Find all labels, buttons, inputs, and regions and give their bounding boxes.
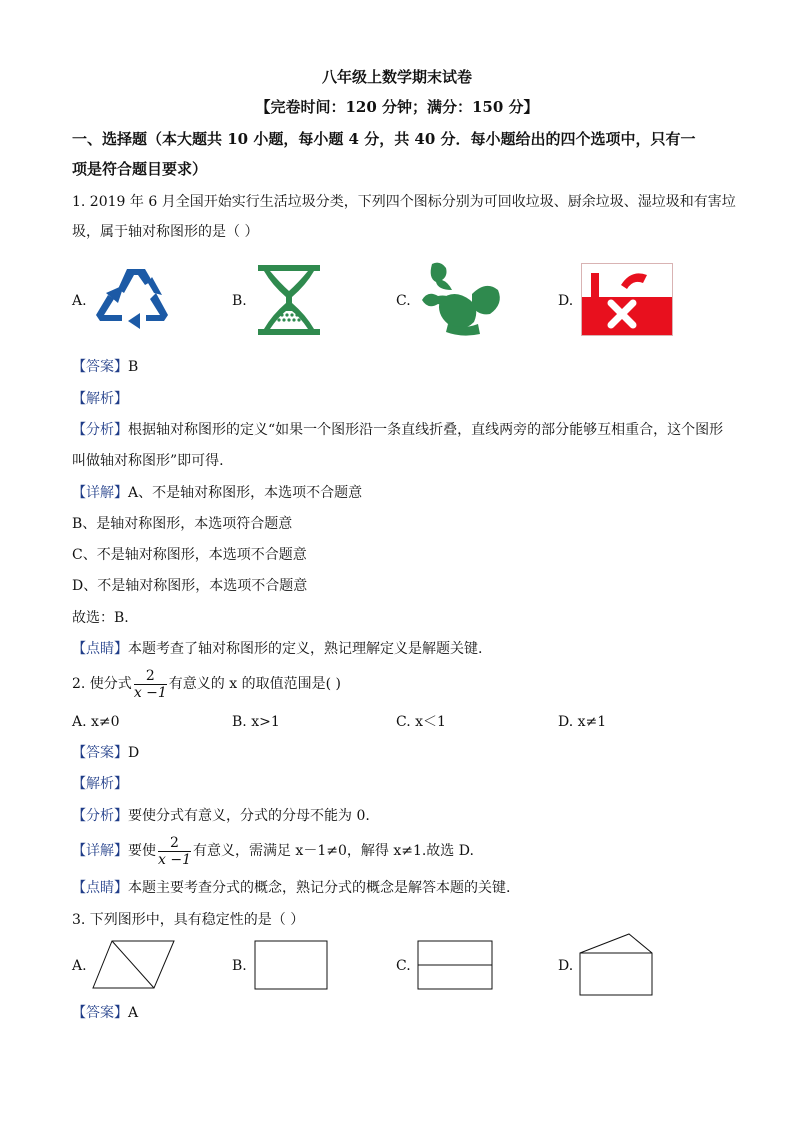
q2-dianjing-text: 本题主要考查分式的概念，熟记分式的概念是解答本题的关键. — [128, 880, 511, 896]
section-heading-line1: 一、选择题（本大题共 10 小题，每小题 4 分，共 40 分．每小题给出的四个选项中，只有一 — [72, 130, 696, 148]
q2-dianjing — [72, 879, 510, 897]
q2-answer — [72, 744, 139, 762]
hazardous-waste-icon — [581, 263, 673, 336]
q2-fraction-numerator: 2 — [134, 668, 167, 685]
q1-option-a-label: A. — [72, 293, 87, 309]
q2-detail — [72, 833, 474, 869]
q1-option-d-label: D. — [558, 293, 574, 309]
q2-fenxi-text: 要使分式有意义，分式的分母不能为 0. — [128, 808, 370, 824]
q3-answer-value: A — [128, 1005, 139, 1021]
q2-detail-pre: 要使 — [128, 843, 156, 859]
q2-detail-fraction-denominator: x −1 — [158, 851, 191, 868]
q2-detail-fraction-numerator: 2 — [158, 835, 191, 852]
kitchen-waste-icon — [256, 263, 322, 337]
q3-answer — [72, 1004, 138, 1022]
q2-option-a: A. x≠0 — [72, 714, 120, 730]
q2-analysis-tag: 【解析】 — [72, 776, 128, 792]
house-shape-figure — [579, 933, 653, 997]
q2-fraction-denominator: x −1 — [133, 684, 167, 701]
q1-detail-b: B、是轴对称图形，本选项符合题意 — [72, 516, 293, 532]
wet-waste-icon — [418, 260, 504, 338]
q2-answer-value: D — [128, 745, 140, 761]
rectangle-with-midline-figure — [417, 940, 493, 990]
q2-detail-fraction — [158, 835, 191, 868]
q1-dianjing — [72, 640, 482, 658]
q1-option-b-label: B. — [232, 293, 247, 309]
q1-detail-d: D、不是轴对称图形，本选项不合题意 — [72, 578, 308, 594]
q1-dianjing-tag: 【点睛】 — [72, 641, 128, 657]
q1-stem-line1: 1. 2019 年 6 月全国开始实行生活垃圾分类，下列四个图标分别为可回收垃圾、厨余垃圾、湿垃圾和有害垃 — [72, 194, 736, 210]
q2-detail-tag: 【详解】 — [72, 843, 128, 859]
q2-fraction — [134, 668, 167, 701]
q2-stem — [72, 666, 341, 702]
q3-option-b-label: B. — [232, 958, 247, 974]
section-heading-line2: 项是符合题目要求） — [72, 160, 208, 178]
q2-option-d: D. x≠1 — [558, 714, 607, 730]
q1-answer — [72, 358, 138, 376]
q2-detail-post: 有意义，需满足 x－1≠0，解得 x≠1.故选 D. — [192, 843, 474, 859]
q1-stem-line2: 圾，属于轴对称图形的是（ ） — [72, 224, 259, 240]
q1-fenxi-tag: 【分析】 — [72, 422, 128, 438]
q1-detail-a-text: A、不是轴对称图形，本选项不合题意 — [128, 485, 363, 501]
q2-fenxi — [72, 807, 370, 825]
q1-fenxi-line2: 叫做轴对称图形”即可得. — [72, 453, 224, 469]
q1-answer-tag: 【答案】 — [72, 359, 128, 375]
page-subtitle: 【完卷时间：120 分钟；满分：150 分】 — [255, 98, 539, 116]
q1-answer-value: B — [128, 359, 139, 375]
q3-option-c-label: C. — [396, 958, 411, 974]
q3-stem: 3. 下列图形中，具有稳定性的是（ ） — [72, 912, 305, 928]
page-title: 八年级上数学期末试卷 — [321, 68, 472, 86]
q3-option-d-label: D. — [558, 958, 574, 974]
q1-choose: 故选：B. — [72, 610, 129, 626]
q1-fenxi-text1: 根据轴对称图形的定义“如果一个图形沿一条直线折叠，直线两旁的部分能够互相重合，这个图形 — [128, 422, 724, 438]
q2-dianjing-tag: 【点睛】 — [72, 880, 128, 896]
q2-fenxi-tag: 【分析】 — [72, 808, 128, 824]
parallelogram-with-diagonal-figure — [92, 940, 176, 990]
q2-option-b: B. x>1 — [232, 714, 280, 730]
rectangle-figure — [254, 940, 328, 990]
q3-answer-tag: 【答案】 — [72, 1005, 128, 1021]
q1-detail-tag: 【详解】 — [72, 485, 128, 501]
recycle-icon — [94, 263, 178, 335]
q1-fenxi-line1 — [72, 421, 723, 439]
q2-stem-prefix: 2. 使分式 — [72, 676, 132, 692]
q1-analysis-tag: 【解析】 — [72, 391, 128, 407]
q1-detail-c: C、不是轴对称图形，本选项不合题意 — [72, 547, 307, 563]
q2-stem-suffix: 有意义的 x 的取值范围是( ) — [168, 676, 341, 692]
q1-dianjing-text: 本题考查了轴对称图形的定义，熟记理解定义是解题关键. — [128, 641, 483, 657]
q2-answer-tag: 【答案】 — [72, 745, 128, 761]
q1-detail-a — [72, 484, 362, 502]
q2-option-c: C. x＜1 — [396, 714, 446, 730]
q1-option-c-label: C. — [396, 293, 411, 309]
q3-option-a-label: A. — [72, 958, 87, 974]
